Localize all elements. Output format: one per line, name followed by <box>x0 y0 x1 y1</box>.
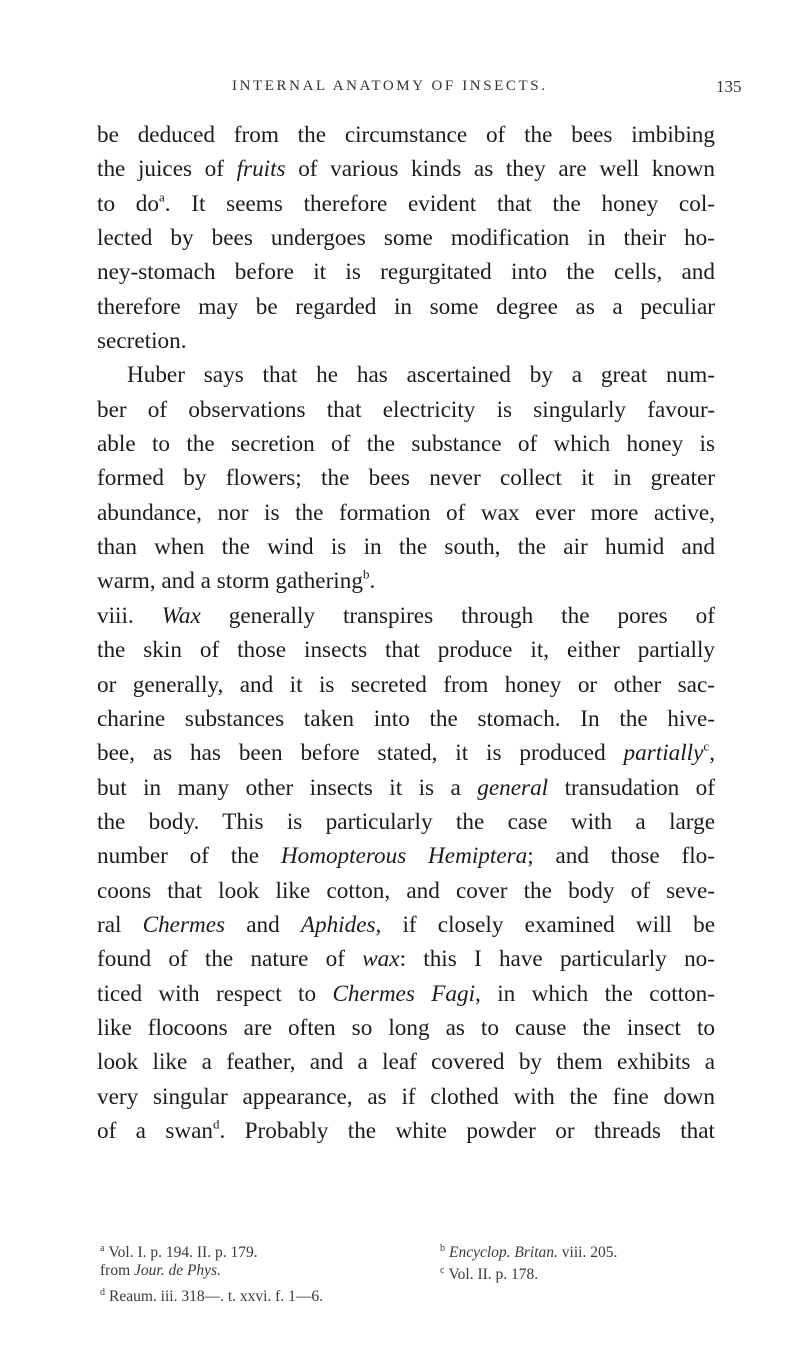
body-text <box>97 118 715 1148</box>
text-line: therefore may be regarded in some degree as a peculiar <box>97 293 715 320</box>
footnote-ref: c <box>703 738 710 754</box>
text-line: found of the nature of wax: this I have particularly no- <box>97 946 715 973</box>
text-line: to do$^a$. It seems therefore evident that the honey col- <box>97 188 715 217</box>
footnote-row <box>100 1260 716 1282</box>
text-line: warm, and a storm gathering$^b$. <box>97 566 376 595</box>
italic-term: partially <box>623 740 704 767</box>
text-line: ney-stomach before it is regurgitated into the cells, and <box>97 259 715 286</box>
footnote-d: $^d$ Reaum. iii. 318—. t. xxvi. f. 1—6. <box>100 1287 323 1305</box>
footnote-ref: b <box>362 566 370 582</box>
footnote-row <box>100 1282 716 1304</box>
italic-term: Homopterous Hemiptera <box>280 843 528 870</box>
italic-term: general <box>477 774 549 801</box>
italic-term: Chermes Fagi <box>332 980 476 1007</box>
text-line: charine substances taken into the stomach. In the hive- <box>97 705 715 732</box>
text-line: but in many other insects it is a general transudation of <box>97 774 715 801</box>
text-line: or generally, and it is secreted from honey or other sac- <box>97 671 715 698</box>
footnote-c: $^c$ Vol. II. p. 178. <box>440 1265 539 1283</box>
text-line: like flocoons are often so long as to cause the insect to <box>97 1014 715 1041</box>
text-line: secretion. <box>97 328 187 355</box>
text-line: number of the Homopterous Hemiptera; and those flo- <box>97 843 715 870</box>
text-line: abundance, nor is the formation of wax ever more active, <box>97 499 715 526</box>
text-line: the body. This is particularly the case with a large <box>97 808 715 835</box>
text-line: very singular appearance, as if clothed with the fine down <box>97 1083 715 1110</box>
footnote-ref: a <box>158 188 165 204</box>
text-line: of a swan$^d$. Probably the white powder or threads that <box>97 1116 716 1144</box>
text-line: ral Chermes and Aphides, if closely examined will be <box>97 911 715 938</box>
text-line: the skin of those insects that produce it, either partially <box>97 637 715 664</box>
text-line: the juices of fruits of various kinds as they are well known <box>97 156 715 183</box>
text-line: ticed with respect to Chermes Fagi, in which the cotton- <box>97 980 715 1007</box>
italic-term: Chermes <box>142 911 226 938</box>
italic-term: Wax <box>161 602 201 629</box>
footnote-b: $^b$ Encyclop. Britan. viii. 205. <box>440 1243 618 1261</box>
italic-term: wax <box>362 946 400 973</box>
page-number: 135 <box>716 77 742 96</box>
footnote-row <box>100 1238 716 1260</box>
text-line: coons that look like cotton, and cover the body of seve- <box>97 877 715 904</box>
italic-term: fruits <box>236 156 286 183</box>
text-line: viii. Wax generally transpires through the pores of <box>97 602 715 629</box>
text-line: able to the secretion of the substance of which honey is <box>97 431 715 458</box>
footnotes <box>100 1238 716 1304</box>
footnote-a: $^a$ Vol. I. p. 194. II. p. 179. <box>100 1243 258 1261</box>
page-header <box>0 78 800 102</box>
text-line: than when the wind is in the south, the air humid and <box>97 534 715 561</box>
running-title: INTERNAL ANATOMY OF INSECTS. <box>232 78 548 94</box>
footnote-ref: d <box>213 1116 220 1132</box>
text-line: be deduced from the circumstance of the bees imbibing <box>97 122 715 148</box>
text-line: lected by bees undergoes some modification in their ho- <box>97 225 715 252</box>
italic-term: Aphides <box>300 911 376 938</box>
text-line: bee, as has been before stated, it is produced partially$^c$, <box>97 738 715 767</box>
footnote-a-continued: from Jour. de Phys. <box>100 1262 221 1279</box>
text-line: ber of observations that electricity is singularly favour- <box>97 396 715 423</box>
text-line: look like a feather, and a leaf covered by them exhibits a <box>97 1049 715 1076</box>
text-line: formed by flowers; the bees never collect it in greater <box>97 465 715 492</box>
text-line: Huber says that he has ascertained by a great num- <box>127 362 715 389</box>
